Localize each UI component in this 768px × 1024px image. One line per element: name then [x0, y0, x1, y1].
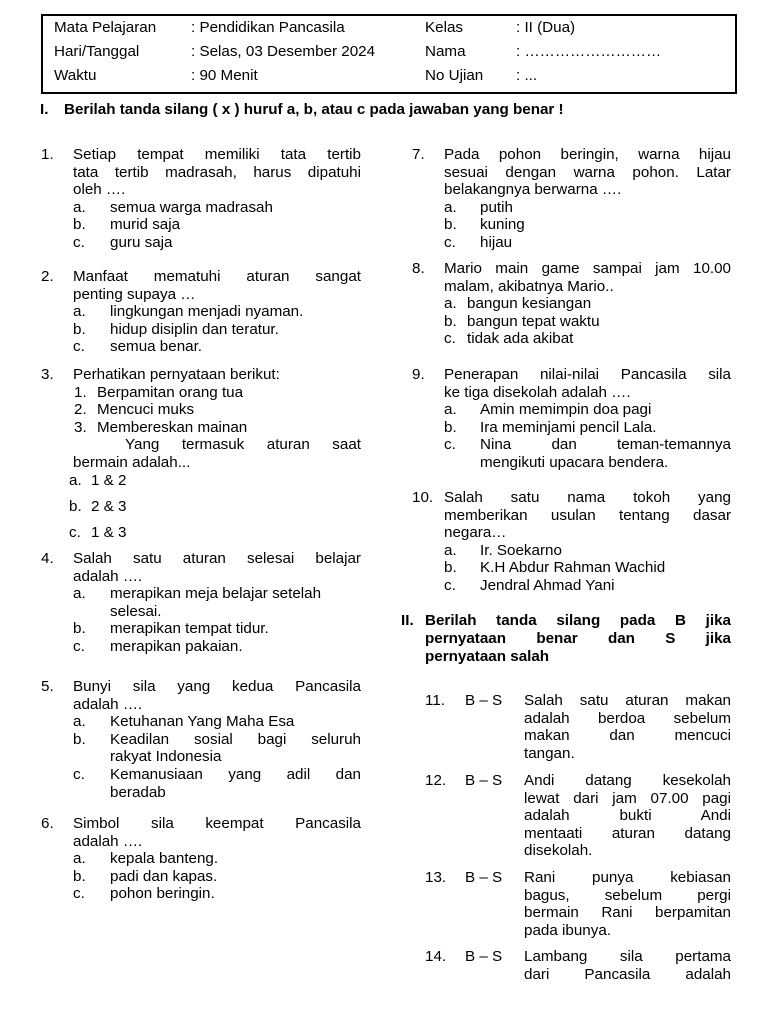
question-text-line: memberikan usulan tentang dasar: [444, 506, 731, 524]
subject-value: : Pendidikan Pancasila: [191, 19, 345, 36]
question-text-line: oleh ….: [73, 181, 126, 199]
option-letter[interactable]: a.: [73, 303, 86, 321]
statement-line: adalah bukti Andi: [524, 807, 731, 825]
statement-line: makan dan mencuci: [524, 727, 731, 745]
statement-line: bagus, sebelum pergi: [524, 886, 731, 904]
question-number: 4.: [41, 550, 54, 567]
option-text: Jendral Ahmad Yani: [480, 577, 615, 594]
option-letter[interactable]: c.: [73, 766, 85, 783]
option-letter[interactable]: a.: [73, 198, 86, 216]
option-letter[interactable]: b.: [444, 418, 457, 436]
option-letter[interactable]: b.: [444, 559, 457, 577]
statement-line: tangan.: [524, 744, 575, 762]
option-letter[interactable]: b.: [73, 320, 86, 338]
time-value: : 90 Menit: [191, 67, 258, 84]
question-text-line: negara…: [444, 524, 507, 542]
class-label: Kelas: [425, 19, 463, 36]
question-text-line: adalah ….: [73, 695, 143, 713]
option-text: Keadilan sosial bagi seluruh: [110, 730, 361, 748]
statement-line: Andi datang kesekolah: [524, 772, 731, 789]
option-text: kepala banteng.: [110, 850, 219, 868]
item-number: 12.: [425, 772, 447, 789]
option-text: Amin memimpin doa pagi: [480, 401, 652, 419]
option-text: merapikan meja belajar setelah: [110, 585, 322, 603]
question-text-line: sesuai dengan warna pohon. Latar: [444, 163, 731, 181]
item-number: 11.: [425, 692, 445, 709]
option-letter[interactable]: c.: [73, 234, 85, 251]
option-letter[interactable]: b.: [73, 620, 86, 638]
option-letter[interactable]: c.: [444, 577, 456, 594]
section-2-title-line: pernyataan salah: [425, 648, 550, 665]
option-text-continued: rakyat Indonesia: [110, 748, 222, 766]
section-1-number: I.: [40, 101, 49, 118]
question-text-line: Manfaat mematuhi aturan sangat: [73, 268, 361, 285]
option-letter[interactable]: c.: [73, 638, 85, 655]
option-letter[interactable]: b.: [69, 498, 82, 515]
exam-number-label: No Ujian: [425, 67, 484, 84]
statement-line: bermain Rani berpamitan: [524, 904, 731, 922]
option-letter[interactable]: a.: [444, 198, 457, 216]
statement-text: Mencuci muks: [97, 401, 195, 419]
question-number: 8.: [412, 260, 425, 277]
option-letter[interactable]: a.: [444, 401, 457, 419]
section-2-number: II.: [401, 612, 414, 629]
question-text-line: malam, akibatnya Mario..: [444, 277, 614, 295]
option-text: bangun kesiangan: [467, 295, 592, 313]
option-letter[interactable]: a.: [73, 850, 86, 868]
option-text-continued: selesai.: [110, 602, 162, 620]
option-text: kuning: [480, 216, 525, 234]
option-letter[interactable]: a.: [69, 472, 82, 489]
statement-line: Salah satu aturan makan: [524, 692, 731, 709]
statement-line: adalah berdoa sebelum: [524, 709, 731, 727]
statement-line: pada ibunya.: [524, 921, 611, 939]
option-text-continued: mengikuti upacara bendera.: [480, 454, 669, 471]
statement-line: lewat dari jam 07.00 pagi: [524, 789, 731, 807]
option-text: pohon beringin.: [110, 885, 215, 903]
statement-number: 2.: [74, 401, 87, 419]
option-letter[interactable]: a.: [73, 713, 86, 731]
option-text: 2 & 3: [91, 498, 127, 515]
question-text-line: Salah satu nama tokoh yang: [444, 489, 731, 506]
option-text: semua benar.: [110, 338, 203, 356]
question-text-line: bermain adalah...: [73, 454, 191, 471]
class-value: : II (Dua): [516, 19, 576, 36]
question-number: 10.: [412, 489, 434, 506]
date-label: Hari/Tanggal: [54, 43, 140, 60]
option-text: putih: [480, 198, 513, 216]
true-false-choice[interactable]: B – S: [465, 692, 503, 709]
question-number: 6.: [41, 815, 54, 832]
statement-line: Lambang sila pertama: [524, 948, 731, 965]
option-text: guru saja: [110, 234, 173, 251]
option-letter[interactable]: c.: [444, 234, 456, 251]
option-text: hijau: [480, 234, 513, 251]
option-text: merapikan pakaian.: [110, 638, 243, 655]
option-letter[interactable]: b.: [444, 216, 457, 234]
option-text: Kemanusiaan yang adil dan: [110, 766, 361, 783]
question-number: 2.: [41, 268, 54, 285]
question-text-line: adalah ….: [73, 567, 143, 585]
statement-text: Berpamitan orang tua: [97, 383, 244, 401]
option-letter[interactable]: a.: [444, 295, 457, 313]
question-text-line: Bunyi sila yang kedua Pancasila: [73, 678, 361, 695]
statement-line: mentaati aturan datang: [524, 824, 731, 842]
section-2-title-line: Berilah tanda silang pada B jika: [425, 612, 731, 629]
option-letter[interactable]: c.: [69, 524, 81, 541]
option-letter[interactable]: c.: [73, 338, 85, 356]
question-text-line: Salah satu aturan selesai belajar: [73, 550, 361, 567]
option-text: 1 & 3: [91, 524, 127, 541]
option-text: Ira meminjami pencil Lala.: [480, 418, 657, 436]
section-2-title-line: pernyataan benar dan S jika: [425, 630, 731, 647]
question-text-line: Setiap tempat memiliki tata tertib: [73, 146, 361, 163]
option-text: Ketuhanan Yang Maha Esa: [110, 713, 295, 731]
question-text-line: ke tiga disekolah adalah ….: [444, 383, 631, 401]
option-text: tidak ada akibat: [467, 330, 574, 348]
name-label: Nama: [425, 43, 466, 60]
question-text-line: belakangnya berwarna ….: [444, 181, 622, 199]
time-label: Waktu: [54, 67, 97, 84]
option-letter[interactable]: b.: [73, 867, 86, 885]
option-letter[interactable]: c.: [444, 436, 456, 454]
statement-line: dari Pancasila adalah: [524, 965, 731, 983]
question-text-line: adalah ….: [73, 832, 143, 850]
option-text-continued: beradab: [110, 783, 166, 801]
option-text: 1 & 2: [91, 472, 127, 489]
option-letter[interactable]: c.: [73, 885, 85, 903]
question-text-line: Pada pohon beringin, warna hijau: [444, 146, 731, 163]
question-text-line: Simbol sila keempat Pancasila: [73, 815, 361, 832]
question-number: 9.: [412, 366, 425, 383]
option-text: bangun tepat waktu: [467, 312, 600, 330]
option-text: semua warga madrasah: [110, 198, 273, 216]
option-text: padi dan kapas.: [110, 867, 218, 885]
question-text-line: Mario main game sampai jam 10.00: [444, 260, 731, 277]
question-text-line: Yang termasuk aturan saat: [125, 436, 361, 454]
question-number: 7.: [412, 146, 425, 163]
option-text: lingkungan menjadi nyaman.: [110, 303, 304, 321]
statement-line: Rani punya kebiasan: [524, 869, 731, 886]
option-letter[interactable]: b.: [73, 216, 86, 234]
option-text: murid saja: [110, 216, 181, 234]
option-letter[interactable]: c.: [444, 330, 456, 348]
question-text-line: tata tertib madrasah, harus dipatuhi: [73, 163, 361, 181]
date-value: : Selas, 03 Desember 2024: [191, 43, 376, 60]
subject-label: Mata Pelajaran: [54, 19, 157, 36]
statement-number: 1.: [74, 383, 87, 401]
true-false-choice[interactable]: B – S: [465, 869, 503, 886]
option-letter[interactable]: b.: [444, 312, 457, 330]
name-value: : ………………………: [516, 43, 662, 60]
option-text: hidup disiplin dan teratur.: [110, 320, 279, 338]
question-text-line: Perhatikan pernyataan berikut:: [73, 366, 280, 383]
question-number: 3.: [41, 366, 54, 383]
statement-line: disekolah.: [524, 842, 593, 860]
question-number: 1.: [41, 146, 54, 163]
question-text-line: Penerapan nilai-nilai Pancasila sila: [444, 366, 731, 383]
option-letter[interactable]: a.: [444, 541, 457, 559]
statement-text: Membereskan mainan: [97, 418, 248, 436]
item-number: 13.: [425, 869, 447, 886]
statement-number: 3.: [74, 418, 87, 436]
option-text: merapikan tempat tidur.: [110, 620, 269, 638]
option-letter[interactable]: a.: [73, 585, 86, 603]
question-text-line: penting supaya …: [73, 285, 196, 303]
item-number: 14.: [425, 948, 447, 965]
question-number: 5.: [41, 678, 54, 695]
section-1-title: Berilah tanda silang ( x ) huruf a, b, atau c pada jawaban yang benar !: [64, 101, 564, 118]
true-false-choice[interactable]: B – S: [465, 772, 503, 789]
option-letter[interactable]: b.: [73, 730, 86, 748]
true-false-choice[interactable]: B – S: [465, 948, 503, 965]
option-text: K.H Abdur Rahman Wachid: [480, 559, 666, 577]
exam-number-value: : ...: [516, 67, 538, 84]
option-text: Ir. Soekarno: [480, 541, 562, 559]
option-text: Nina dan teman-temannya: [480, 436, 731, 454]
